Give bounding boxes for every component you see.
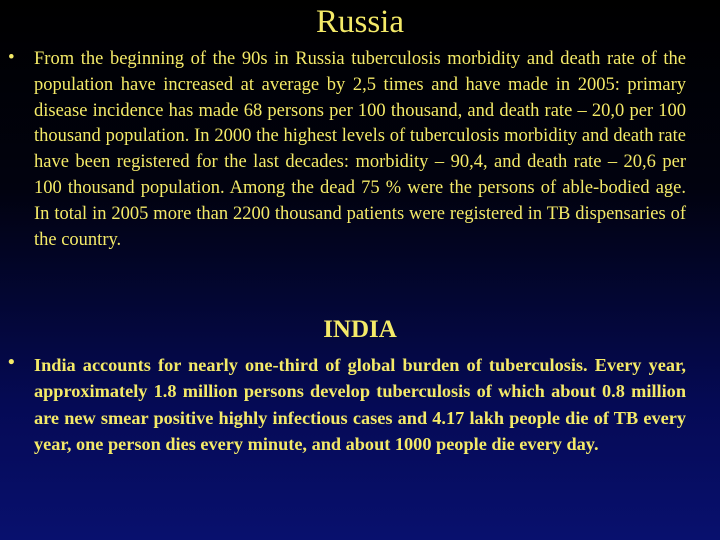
india-bullet-item <box>8 352 688 458</box>
russia-paragraph: From the beginning of the 90s in Russia tuberculosis morbidity and death rate of the population have increased at average by 2,5 times and have made in 2005: primary disease incidence has made 68 persons per 100 thousand, and death rate – 20,0 per 100 thousand population. In 2000 the highest levels of tuberculosis morbidity and death rate have been registered for the last decades: morbidity – 90,4, and death rate – 20,6 per 100 thousand population. Among the dead 75 % were the persons of able-bodied age. In total in 2005 more than 2200 thousand patients were registered in TB dispensaries of the country. <box>34 49 686 250</box>
india-heading: INDIA <box>323 316 397 343</box>
bullet-icon: • <box>8 352 15 373</box>
russia-bullet-item <box>8 47 688 253</box>
bullet-icon: • <box>8 47 15 68</box>
russia-heading: Russia <box>315 4 404 40</box>
india-paragraph: India accounts for nearly one-third of global burden of tuberculosis. Every year, approximately 1.8 million persons develop tuberculosis of which about 0.8 million are new smear positive highly infectious cases and 4.17 lakh people die of TB every year, one person dies every minute, and about 1000 people die every day. <box>34 355 686 455</box>
